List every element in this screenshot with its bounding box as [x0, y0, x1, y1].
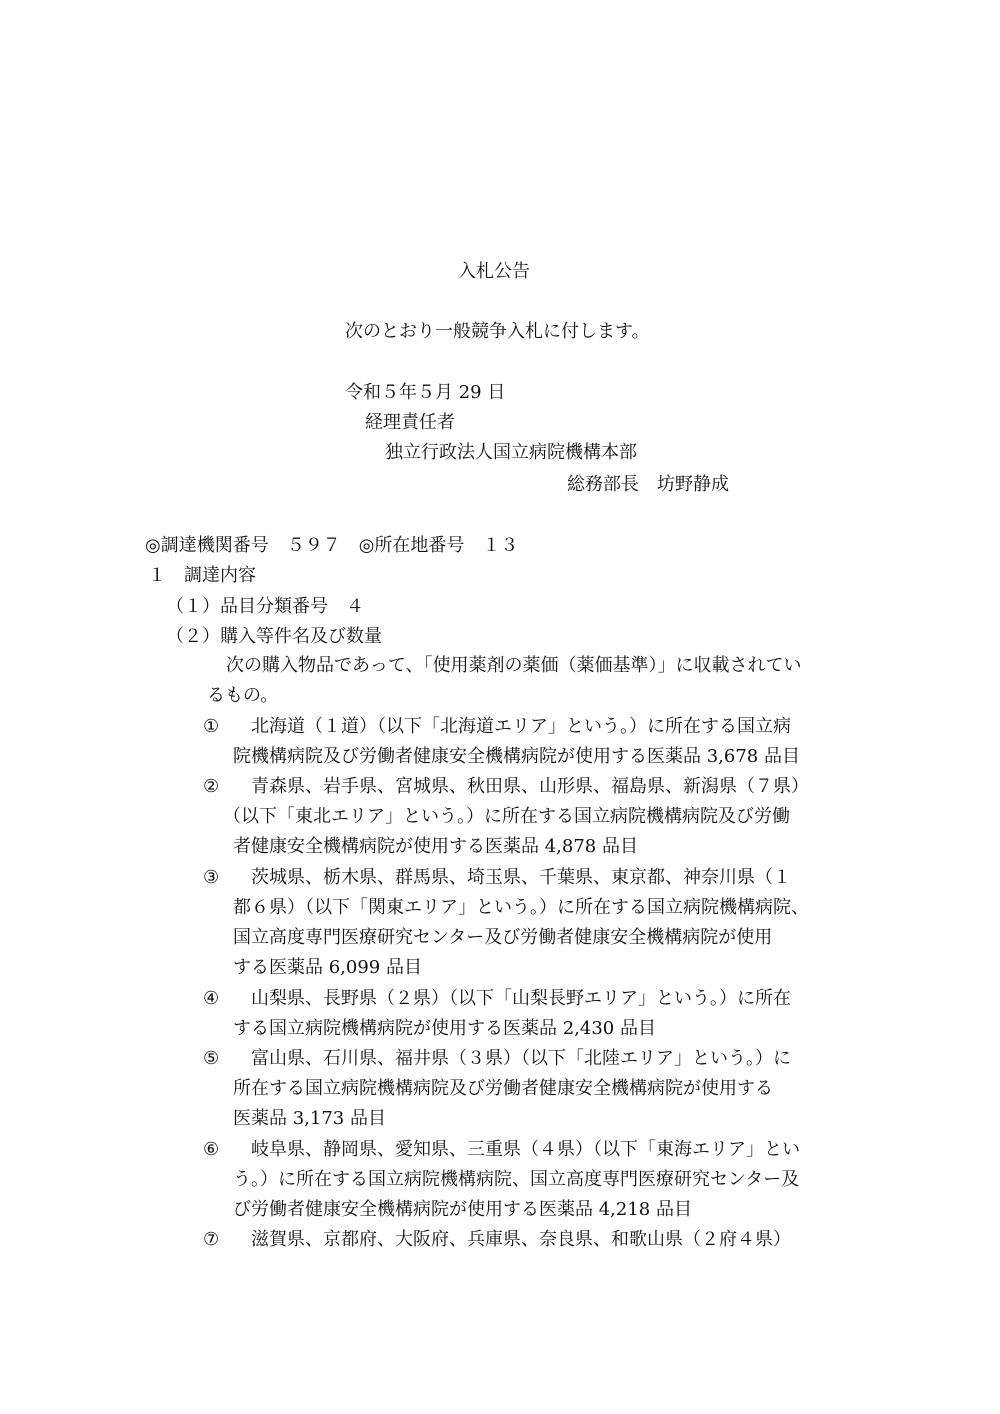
item-line: 岐阜県、静岡県、愛知県、三重県（４県）（以下「東海エリア」とい [233, 1139, 800, 1160]
item-line: 青森県、岩手県、宮城県、秋田県、山形県、福島県、新潟県（７県） [233, 776, 809, 797]
item-text [223, 772, 863, 862]
item-number: ⑦ [203, 1229, 220, 1250]
item-text [233, 1135, 863, 1225]
item-line: 者健康安全機構病院が使用する医薬品 4,878 品目 [233, 836, 638, 857]
notice-title: 入札公告 [458, 261, 530, 282]
item-line: 山梨県、長野県（２県）（以下「山梨長野エリア」という。）に所在 [233, 988, 791, 1009]
purchase-description-line: 次の購入物品であって、「使用薬剤の薬価（薬価基準）」に収載されてい [226, 655, 802, 676]
item-line: 茨城県、栃木県、群馬県、埼玉県、千葉県、東京都、神奈川県（１ [233, 867, 791, 888]
notice-date: 令和５年５月 29 日 [345, 382, 506, 403]
item-line: う。）に所在する国立病院機構病院、国立高度専門医療研究センター及 [233, 1169, 800, 1190]
item-line: する医薬品 6,099 品目 [233, 957, 422, 978]
item-number: ⑤ [203, 1048, 220, 1069]
item-number: ③ [203, 867, 220, 888]
purchase-name-heading: （２）購入等件名及び数量 [166, 626, 382, 647]
item-number: ② [203, 776, 220, 797]
intro-text: 次のとおり一般競争入札に付します。 [345, 321, 650, 342]
item-number: ④ [203, 988, 220, 1009]
signer-role: 経理責任者 [365, 412, 455, 433]
signer-name: 総務部長 坊野静成 [567, 474, 729, 495]
item-line: 滋賀県、京都府、大阪府、兵庫県、奈良県、和歌山県（２府４県） [233, 1229, 791, 1250]
item-text [233, 1044, 863, 1134]
item-number: ① [203, 716, 220, 737]
item-line: 富山県、石川県、福井県（３県）（以下「北陸エリア」という。）に [233, 1048, 791, 1069]
item-line: び労働者健康安全機構病院が使用する医薬品 4,218 品目 [233, 1199, 692, 1220]
item-number: ⑥ [203, 1139, 220, 1160]
procurement-codes: ◎調達機関番号 ５９７ ◎所在地番号 １３ [145, 535, 519, 556]
item-line: 国立高度専門医療研究センター及び労働者健康安全機構病院が使用 [233, 927, 773, 948]
section-heading: １ 調達内容 [148, 565, 256, 586]
item-line: 北海道（１道）（以下「北海道エリア」という。）に所在する国立病 [233, 716, 791, 737]
item-text [233, 863, 863, 983]
item-line: 都６県）（以下「関東エリア」という。）に所在する国立病院機構病院、 [233, 897, 809, 918]
item-line: 所在する国立病院機構病院及び労働者健康安全機構病院が使用する [233, 1078, 773, 1099]
item-line: （以下「東北エリア」という。）に所在する国立病院機構病院及び労働 [223, 806, 790, 827]
item-text [233, 712, 863, 772]
item-line: 医薬品 3,173 品目 [233, 1108, 386, 1129]
item-line: する国立病院機構病院が使用する医薬品 2,430 品目 [233, 1018, 656, 1039]
purchase-description-line: るもの。 [207, 685, 279, 706]
item-line: 院機構病院及び労働者健康安全機構病院が使用する医薬品 3,678 品目 [233, 746, 800, 767]
signer-organization: 独立行政法人国立病院機構本部 [385, 442, 637, 463]
item-text [233, 984, 863, 1044]
item-category-number: （１）品目分類番号 ４ [166, 596, 364, 617]
item-text [233, 1225, 863, 1255]
